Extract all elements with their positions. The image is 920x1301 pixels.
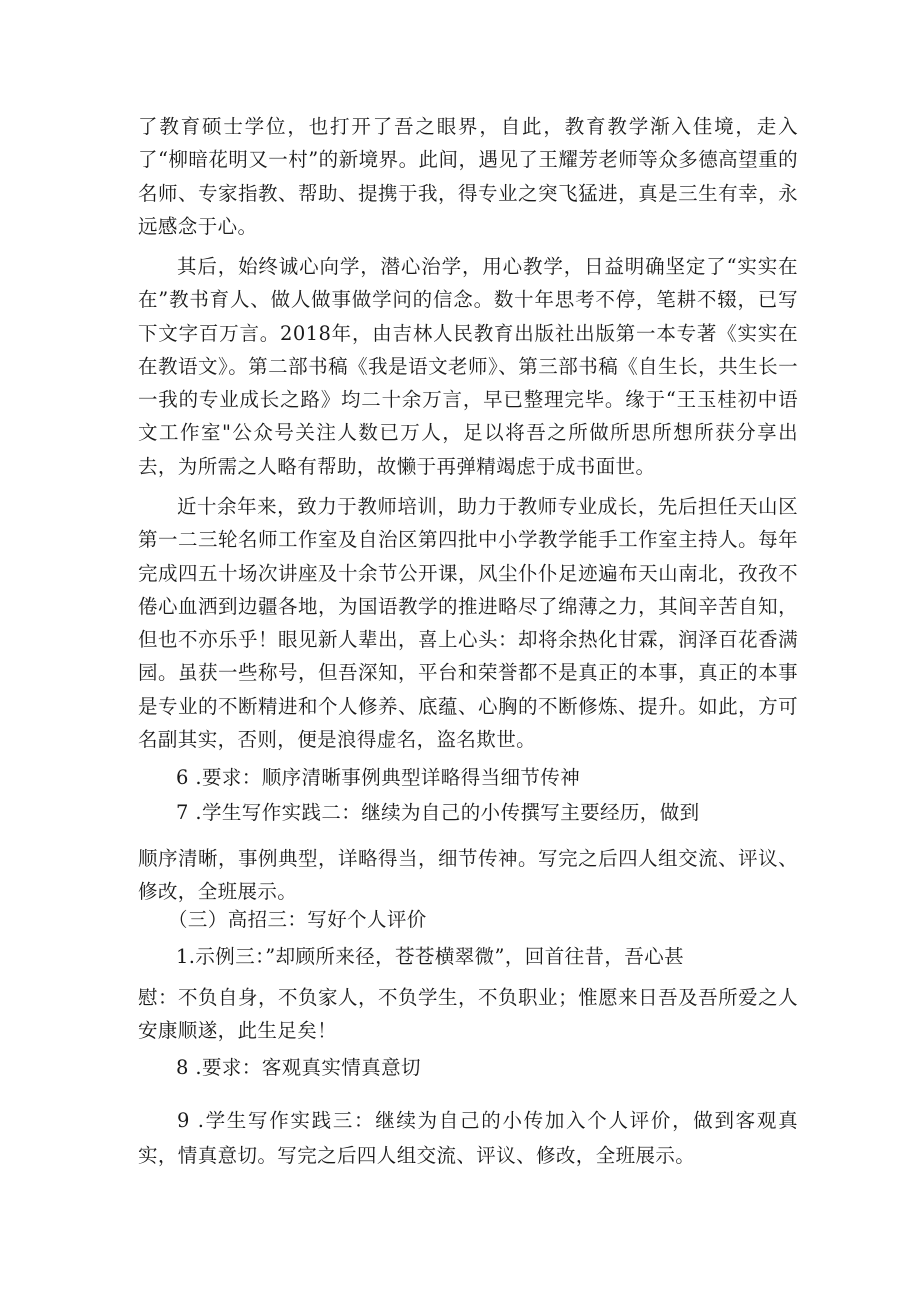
example-3-body: 慰：不负自身，不负家人，不负学生，不负职业；惟愿来日吾及吾所爱之人安康顺遂，此生足矣！ — [138, 986, 798, 1042]
section-3-heading: （三）高招三：写好个人评价 — [168, 908, 427, 931]
paragraph-teaching-belief: 其后，始终诚心向学，潜心治学，用心教学，日益明确坚定了“实实在在”教书育人、做人做事做学问的信念。数十年思考不停，笔耕不辍，已写下文字百万言。2018年，由吉林人民教育出版社出版第一本专著《实实在在教语文》。第二部书稿《我是语文老师》、第三部书稿《自生长，共生长一一我的专业成长之路》均二十余万言，早已整理完毕。缘于“王玉桂初中语文工作室"公众号关注人数已万人，足以将吾之所做所思所想所获分享出去，为所需之人略有帮助，故懒于再弹精竭虑于成书面世。 — [138, 255, 798, 478]
item-9-practice: 9 .学生写作实践三：继续为自己的小传加入个人评价，做到客观真实，情真意切。写完之后四人组交流、评议、修改，全班展示。 — [138, 1109, 798, 1167]
paragraph-teacher-training: 近十余年来，致力于教师培训，助力于教师专业成长，先后担任天山区第一二三轮名师工作室及自治区第四批中小学教学能手工作室主持人。每年完成四五十场次讲座及十余节公开课，风尘仆仆足迹遍布天山南北，孜孜不倦心血洒到边疆各地，为国语教学的推进略尽了绵薄之力，其间辛苦自知，但也不亦乐乎！眼见新人辈出，喜上心头：却将余热化甘霖，润泽百花香满园。虽获一些称号，但吾深知，平台和荣誉都不是真正的本事，真正的本事是专业的不断精进和个人修养、底蕴、心胸的不断修炼、提升。如此，方可名副其实，否则，便是浪得虚名，盗名欺世。 — [138, 495, 798, 752]
item-8-requirement: 8 .要求：客观真实情真意切 — [176, 1056, 421, 1079]
paragraph-education-degree: 了教育硕士学位，也打开了吾之眼界，自此，教育教学渐入佳境，走入了“柳暗花明又一村”的新境界。此间，遇见了王耀芳老师等众多德高望重的名师、专家指教、帮助、提携于我，得专业之突飞猛进，真是三生有幸，永远感念于心。 — [138, 115, 798, 238]
item-6-requirement: 6 .要求：顺序清晰事例典型详略得当细节传神 — [176, 766, 581, 789]
item-7-heading: 7 .学生写作实践二：继续为自己的小传撰写主要经历，做到 — [176, 801, 700, 824]
item-7-body: 顺序清晰，事例典型，详略得当，细节传神。写完之后四人组交流、评议、修改，全班展示。 — [138, 847, 798, 903]
example-3-heading: 1.示例三：”却顾所来径，苍苍横翠微”，回首往昔，吾心甚 — [176, 945, 684, 968]
